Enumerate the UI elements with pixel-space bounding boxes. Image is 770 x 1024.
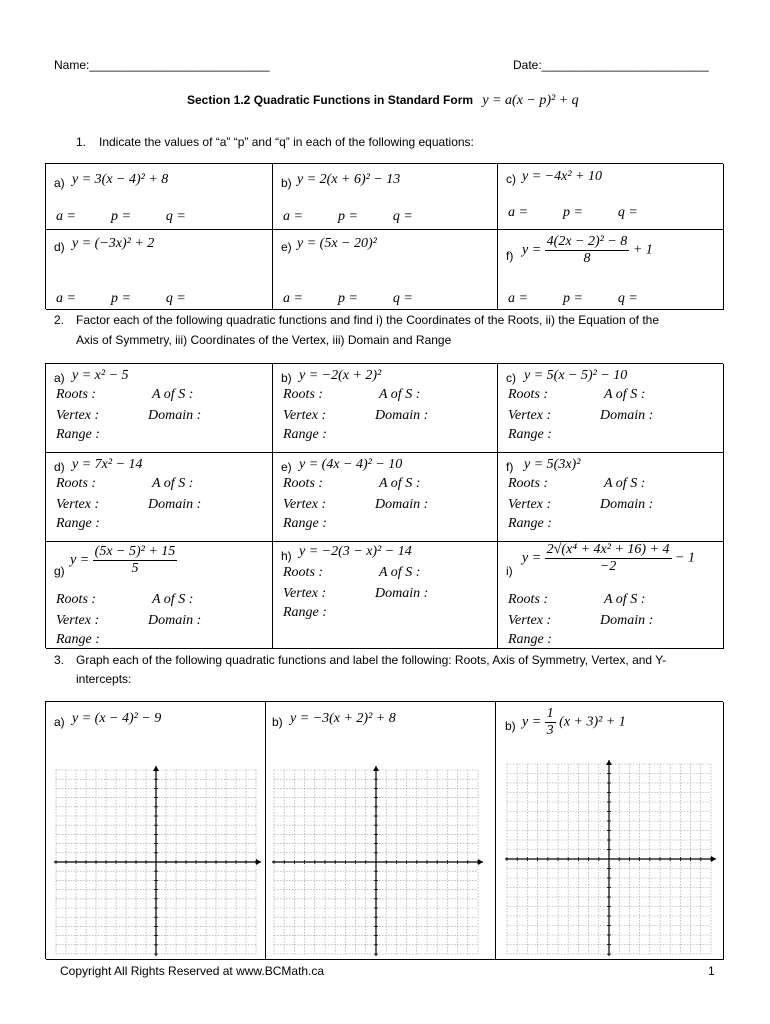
q2-range-label: Range : bbox=[508, 427, 552, 442]
q2-range-label: Range : bbox=[56, 632, 100, 647]
q2-domain-label: Domain : bbox=[600, 497, 654, 512]
q1-cell-a bbox=[46, 164, 273, 230]
q1-cell-f bbox=[498, 230, 724, 310]
q1-f-label: f) bbox=[506, 249, 514, 263]
q3-table bbox=[45, 701, 723, 959]
q1-c-label: c) bbox=[506, 172, 516, 186]
q2-d-equation: y = 7x² − 14 bbox=[72, 457, 143, 472]
q3-a-equation: y = (x − 4)² − 9 bbox=[72, 711, 162, 726]
q1-instructions: Indicate the values of “a” “p” and “q” in each of the following equations: bbox=[99, 135, 474, 149]
q2-cell-d bbox=[46, 453, 273, 542]
q2-axis-label: A of S : bbox=[152, 387, 194, 402]
q2-cell-h bbox=[273, 542, 498, 649]
q2-roots-label: Roots : bbox=[56, 592, 97, 607]
q3-c-eq-suffix: (x + 3)² + 1 bbox=[559, 714, 626, 730]
q2-instructions-line1: Factor each of the following quadratic functions and find i) the Coordinates of the Roots, ii) the Equation of the bbox=[76, 313, 660, 327]
q2-cell-i bbox=[498, 542, 724, 649]
q1-number: 1. bbox=[76, 135, 87, 149]
q2-number: 2. bbox=[54, 313, 65, 327]
q2-g-equation bbox=[70, 544, 177, 577]
q2-h-label: h) bbox=[281, 549, 292, 563]
q1-a-equation: y = 3(x − 4)² + 8 bbox=[72, 172, 169, 187]
title-formula: y = a(x − p)² + q bbox=[482, 93, 579, 108]
page-number: 1 bbox=[708, 964, 715, 978]
q2-cell-f bbox=[498, 453, 724, 542]
q1-f-eq-prefix: y = bbox=[522, 242, 542, 258]
q2-d-label: d) bbox=[54, 460, 65, 474]
q2-g-label: g) bbox=[54, 564, 65, 578]
q2-fraction bbox=[545, 542, 672, 575]
x-axis-arrow-icon bbox=[256, 859, 261, 865]
q1-b-answer-vars: a = p = q = bbox=[283, 209, 413, 224]
q1-c-answer-vars: a = p = q = bbox=[508, 205, 638, 220]
q3-c-numerator: 1 bbox=[546, 706, 554, 721]
q2-f-label: f) bbox=[506, 460, 514, 474]
q2-range-label: Range : bbox=[508, 516, 552, 531]
q2-e-label: e) bbox=[281, 460, 292, 474]
q2-denominator: −2 bbox=[599, 559, 617, 574]
q2-range-label: Range : bbox=[283, 516, 327, 531]
q2-cell-a bbox=[46, 364, 273, 453]
q2-denominator: 5 bbox=[131, 561, 139, 576]
q2-roots-label: Roots : bbox=[56, 387, 97, 402]
q2-eq-prefix: y = bbox=[70, 552, 90, 568]
q1-a-answer-vars: a = p = q = bbox=[56, 209, 186, 224]
q2-c-label: c) bbox=[506, 371, 516, 385]
q2-cell-c bbox=[498, 364, 724, 453]
q1-d-equation: y = (−3x)² + 2 bbox=[72, 236, 155, 251]
q3-cell-a bbox=[46, 702, 266, 960]
q3-instructions-line1: Graph each of the following quadratic functions and label the following: Roots, Axis of Symmetry, Vertex, and Y- bbox=[76, 653, 667, 667]
date-field-label: Date:_________________________ bbox=[513, 58, 709, 72]
q2-axis-label: A of S : bbox=[152, 592, 194, 607]
q2-h-equation: y = −2(3 − x)² − 14 bbox=[299, 544, 412, 559]
q2-roots-label: Roots : bbox=[56, 476, 97, 491]
title-text: Section 1.2 Quadratic Functions in Standard Form bbox=[187, 93, 474, 107]
y-axis-arrow-icon bbox=[606, 760, 612, 765]
q3-cell-c bbox=[496, 702, 724, 960]
q2-roots-label: Roots : bbox=[283, 387, 324, 402]
q1-e-answer-vars: a = p = q = bbox=[283, 291, 413, 306]
q2-range-label: Range : bbox=[56, 427, 100, 442]
q2-i-equation bbox=[522, 542, 695, 575]
footer-copyright: Copyright All Rights Reserved at www.BCMath.ca bbox=[60, 964, 325, 978]
q2-cell-e bbox=[273, 453, 498, 542]
q2-roots-label: Roots : bbox=[508, 592, 549, 607]
q2-f-equation: y = 5(3x)² bbox=[524, 457, 581, 472]
q2-roots-label: Roots : bbox=[508, 476, 549, 491]
q1-f-fraction bbox=[545, 234, 630, 267]
q1-cell-e bbox=[273, 230, 498, 310]
q2-eq-prefix: y = bbox=[522, 550, 542, 566]
q2-a-equation: y = x² − 5 bbox=[72, 368, 129, 383]
q1-b-label: b) bbox=[281, 176, 292, 190]
q1-c-equation: y = −4x² + 10 bbox=[522, 169, 602, 184]
q3-c-equation bbox=[522, 706, 626, 739]
y-axis-arrow-icon bbox=[153, 766, 159, 771]
q2-a-label: a) bbox=[54, 371, 65, 385]
q2-domain-label: Domain : bbox=[148, 408, 202, 423]
q2-eq-suffix: − 1 bbox=[675, 550, 695, 566]
q3-c-denominator: 3 bbox=[546, 723, 554, 738]
q2-cell-g bbox=[46, 542, 273, 649]
q1-f-eq-suffix: + 1 bbox=[632, 242, 653, 258]
q2-domain-label: Domain : bbox=[375, 586, 429, 601]
q3-cell-b bbox=[266, 702, 496, 960]
q2-c-equation: y = 5(x − 5)² − 10 bbox=[524, 368, 628, 383]
q3-c-label: b) bbox=[505, 719, 516, 733]
q1-table bbox=[45, 163, 723, 309]
q2-vertex-label: Vertex : bbox=[56, 408, 100, 423]
q2-range-label: Range : bbox=[508, 632, 552, 647]
q3-a-label: a) bbox=[54, 715, 65, 729]
q1-f-equation bbox=[522, 234, 653, 267]
q2-e-equation: y = (4x − 4)² − 10 bbox=[299, 457, 403, 472]
q2-vertex-label: Vertex : bbox=[508, 408, 552, 423]
q1-d-label: d) bbox=[54, 240, 65, 254]
q1-b-equation: y = 2(x + 6)² − 13 bbox=[297, 172, 401, 187]
q2-vertex-label: Vertex : bbox=[56, 613, 100, 628]
q1-d-answer-vars: a = p = q = bbox=[56, 291, 186, 306]
q2-roots-label: Roots : bbox=[283, 565, 324, 580]
q3-b-graph-grid[interactable] bbox=[272, 766, 484, 956]
q2-numerator: 2√(x⁴ + 4x² + 16) + 4 bbox=[546, 542, 670, 557]
q3-b-equation: y = −3(x + 2)² + 8 bbox=[290, 711, 396, 726]
q3-b-label: b) bbox=[272, 715, 283, 729]
q1-cell-d bbox=[46, 230, 273, 310]
q2-domain-label: Domain : bbox=[600, 408, 654, 423]
q2-domain-label: Domain : bbox=[148, 497, 202, 512]
q3-number: 3. bbox=[54, 653, 65, 667]
q2-domain-label: Domain : bbox=[375, 408, 429, 423]
q2-axis-label: A of S : bbox=[604, 387, 646, 402]
q2-fraction bbox=[93, 544, 178, 577]
y-axis-arrow-icon bbox=[373, 766, 379, 771]
q3-c-graph-grid[interactable] bbox=[505, 760, 717, 956]
q2-roots-label: Roots : bbox=[508, 387, 549, 402]
q3-c-eq-prefix: y = bbox=[522, 714, 542, 730]
q2-vertex-label: Vertex : bbox=[56, 497, 100, 512]
q2-domain-label: Domain : bbox=[148, 613, 202, 628]
q3-a-graph-grid[interactable] bbox=[54, 766, 262, 956]
q2-numerator: (5x − 5)² + 15 bbox=[94, 544, 176, 559]
q1-f-denominator: 8 bbox=[583, 251, 591, 266]
q2-instructions-line2: Axis of Symmetry, iii) Coordinates of the Vertex, iii) Domain and Range bbox=[76, 333, 452, 347]
q2-axis-label: A of S : bbox=[604, 476, 646, 491]
q3-c-fraction bbox=[545, 706, 556, 739]
q2-axis-label: A of S : bbox=[152, 476, 194, 491]
q2-range-label: Range : bbox=[283, 605, 327, 620]
name-field-label: Name:___________________________ bbox=[54, 58, 270, 72]
q1-a-label: a) bbox=[54, 176, 65, 190]
q3-instructions-line2: intercepts: bbox=[76, 672, 132, 686]
q2-i-label: i) bbox=[506, 564, 513, 578]
q1-cell-b bbox=[273, 164, 498, 230]
page-title bbox=[187, 93, 579, 109]
x-axis-arrow-icon bbox=[478, 859, 483, 865]
q1-cell-c bbox=[498, 164, 724, 230]
q2-range-label: Range : bbox=[56, 516, 100, 531]
q1-f-numerator: 4(2x − 2)² − 8 bbox=[546, 234, 628, 249]
q2-axis-label: A of S : bbox=[379, 476, 421, 491]
q2-domain-label: Domain : bbox=[600, 613, 654, 628]
q2-axis-label: A of S : bbox=[604, 592, 646, 607]
q2-axis-label: A of S : bbox=[379, 565, 421, 580]
q2-vertex-label: Vertex : bbox=[283, 497, 327, 512]
q2-vertex-label: Vertex : bbox=[283, 408, 327, 423]
q2-domain-label: Domain : bbox=[375, 497, 429, 512]
q1-e-label: e) bbox=[281, 240, 292, 254]
q2-b-label: b) bbox=[281, 371, 292, 385]
q2-vertex-label: Vertex : bbox=[283, 586, 327, 601]
q2-roots-label: Roots : bbox=[283, 476, 324, 491]
q1-e-equation: y = (5x − 20)² bbox=[297, 236, 377, 251]
q2-table bbox=[45, 363, 723, 648]
q2-cell-b bbox=[273, 364, 498, 453]
x-axis-arrow-icon bbox=[711, 856, 716, 862]
q2-vertex-label: Vertex : bbox=[508, 497, 552, 512]
q2-axis-label: A of S : bbox=[379, 387, 421, 402]
q1-f-answer-vars: a = p = q = bbox=[508, 291, 638, 306]
q2-range-label: Range : bbox=[283, 427, 327, 442]
q2-b-equation: y = −2(x + 2)² bbox=[299, 368, 382, 383]
q2-vertex-label: Vertex : bbox=[508, 613, 552, 628]
